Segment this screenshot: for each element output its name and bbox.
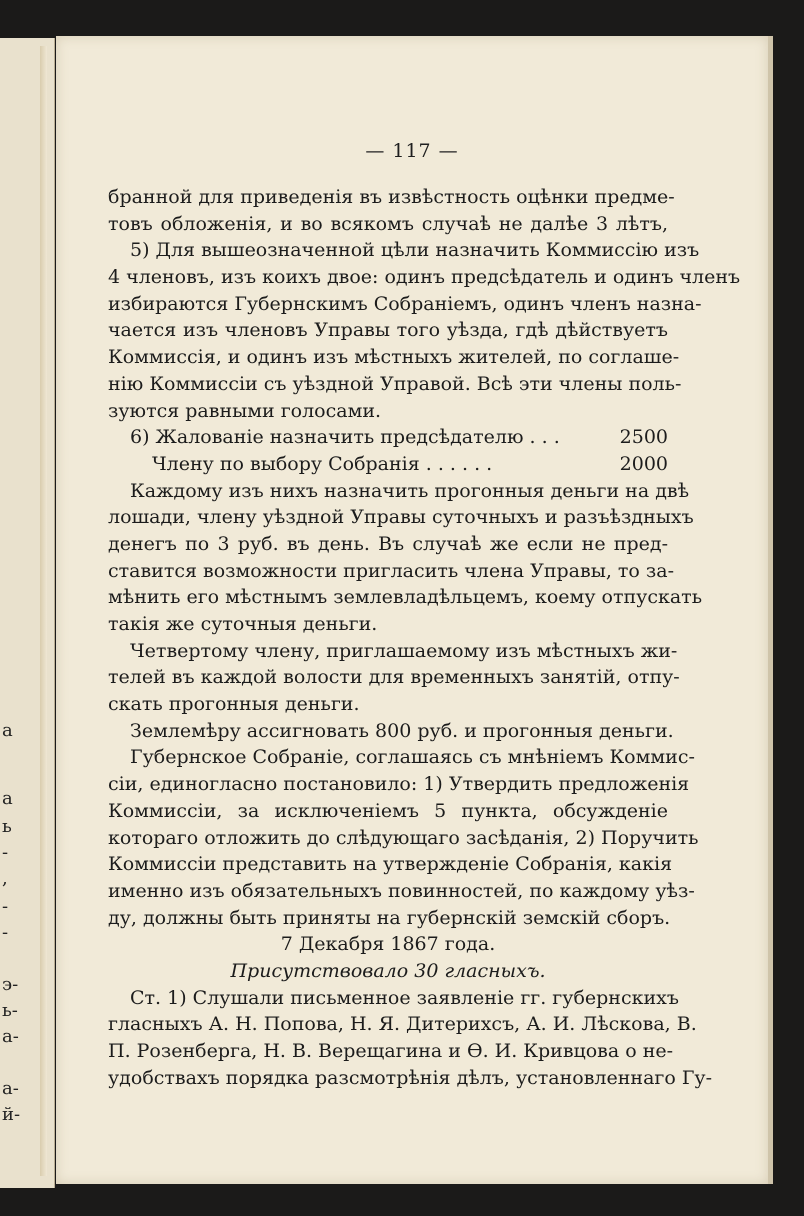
left-fragment: ь- xyxy=(2,1000,18,1021)
text-line: Коммиссіи представить на утвержденіе Собранія, какія xyxy=(108,853,673,876)
text-line: 4 членовъ, изъ коихъ двое: одинъ предсѣдатель и одинъ членъ xyxy=(108,266,741,289)
salary-amount: 2500 xyxy=(619,426,668,449)
left-fragment: ь xyxy=(2,816,12,837)
left-fragment: й- xyxy=(2,1104,21,1125)
text-line: Коммиссія, и одинъ изъ мѣстныхъ жителей, по соглаше- xyxy=(108,346,680,369)
text-line: Землемѣру ассигновать 800 руб. и прогонныя деньги. xyxy=(130,719,674,742)
text-line: нію Коммиссіи съ уѣздной Управой. Всѣ эти члены поль- xyxy=(108,372,682,395)
text-line: чается изъ членовъ Управы того уѣзда, гдѣ дѣйствуетъ xyxy=(108,319,668,342)
session-date: 7 Декабря 1867 года. xyxy=(280,933,496,956)
left-fragment: э- xyxy=(2,974,19,995)
text-line: удобствахъ порядка разсмотрѣнія дѣлъ, установленнаго Гу- xyxy=(108,1066,713,1089)
text-line: денегъ по 3 руб. въ день. Въ случаѣ же если не пред- xyxy=(108,532,668,555)
salary-line-chairman xyxy=(108,424,668,451)
text-line: телей въ каждой волости для временныхъ занятій, отпу- xyxy=(108,666,680,689)
text-line: Каждому изъ нихъ назначить прогонныя деньги на двѣ xyxy=(130,479,690,502)
right-page-edge xyxy=(768,36,773,1184)
salary-amount: 2000 xyxy=(619,452,668,475)
text-line: Ст. 1) Слушали письменное заявленіе гг. губернскихъ xyxy=(130,986,679,1009)
salary-line-member xyxy=(108,451,668,478)
text-line: Четвертому члену, приглашаемому изъ мѣстныхъ жи- xyxy=(130,639,678,662)
left-page-edge xyxy=(0,38,55,1188)
left-fragment: а- xyxy=(2,1078,19,1099)
page-number: — 117 — xyxy=(365,140,459,162)
left-fragment: , xyxy=(2,868,8,889)
text-line: ставится возможности пригласить члена Управы, то за- xyxy=(108,559,675,582)
text-line: Коммиссіи, за исключеніемъ 5 пункта, обсужденіе xyxy=(108,799,668,822)
text-line: ду, должны быть приняты на губернскій земскій сборъ. xyxy=(108,906,671,929)
page-fold xyxy=(40,46,47,1176)
text-line: котораго отложить до слѣдующаго засѣданія, 2) Поручить xyxy=(108,826,699,849)
text-line: зуются равными голосами. xyxy=(108,399,382,422)
left-fragment: а xyxy=(2,788,13,809)
text-line: избираются Губернскимъ Собраніемъ, одинъ членъ назна- xyxy=(108,292,702,315)
left-fragment: - xyxy=(2,896,9,917)
left-fragment: а xyxy=(2,720,13,741)
left-fragment: - xyxy=(2,842,9,863)
text-line: 5) Для вышеозначенной цѣли назначить Коммиссію изъ xyxy=(130,239,700,262)
text-line: мѣнить его мѣстнымъ землевладѣльцемъ, коему отпускать xyxy=(108,586,703,609)
text-line: П. Розенберга, Н. В. Верещагина и Ѳ. И. Кривцова о не- xyxy=(108,1040,674,1062)
text-line: такія же суточныя деньги. xyxy=(108,613,378,635)
text-line: лошади, члену уѣздной Управы суточныхъ и разъѣздныхъ xyxy=(108,506,694,529)
text-line: Губернское Собраніе, соглашаясь съ мнѣніемъ Коммис- xyxy=(130,746,695,769)
text-line: гласныхъ А. Н. Попова, Н. Я. Дитерихсъ, А. И. Лѣскова, В. xyxy=(108,1013,697,1036)
attendance-heading: Присутствовало 30 гласныхъ. xyxy=(230,959,546,982)
text-line: именно изъ обязательныхъ повинностей, по каждому уѣз- xyxy=(108,879,695,902)
page-text xyxy=(108,184,741,1091)
salary-label: 6) Жалованіе назначить предсѣдателю . . . xyxy=(130,426,560,449)
text-line: сіи, единогласно постановило: 1) Утвердить предложенія xyxy=(108,773,690,796)
text-line: товъ обложенія, и во всякомъ случаѣ не далѣе 3 лѣтъ, xyxy=(108,212,668,235)
left-fragment: а- xyxy=(2,1026,19,1047)
left-fragment: - xyxy=(2,922,9,943)
book-page xyxy=(56,36,768,1184)
text-line: скать прогонныя деньги. xyxy=(108,693,360,716)
salary-label: Члену по выбору Собранія . . . . . . xyxy=(152,452,493,475)
text-line: бранной для приведенія въ извѣстность оцѣнки предме- xyxy=(108,186,675,208)
